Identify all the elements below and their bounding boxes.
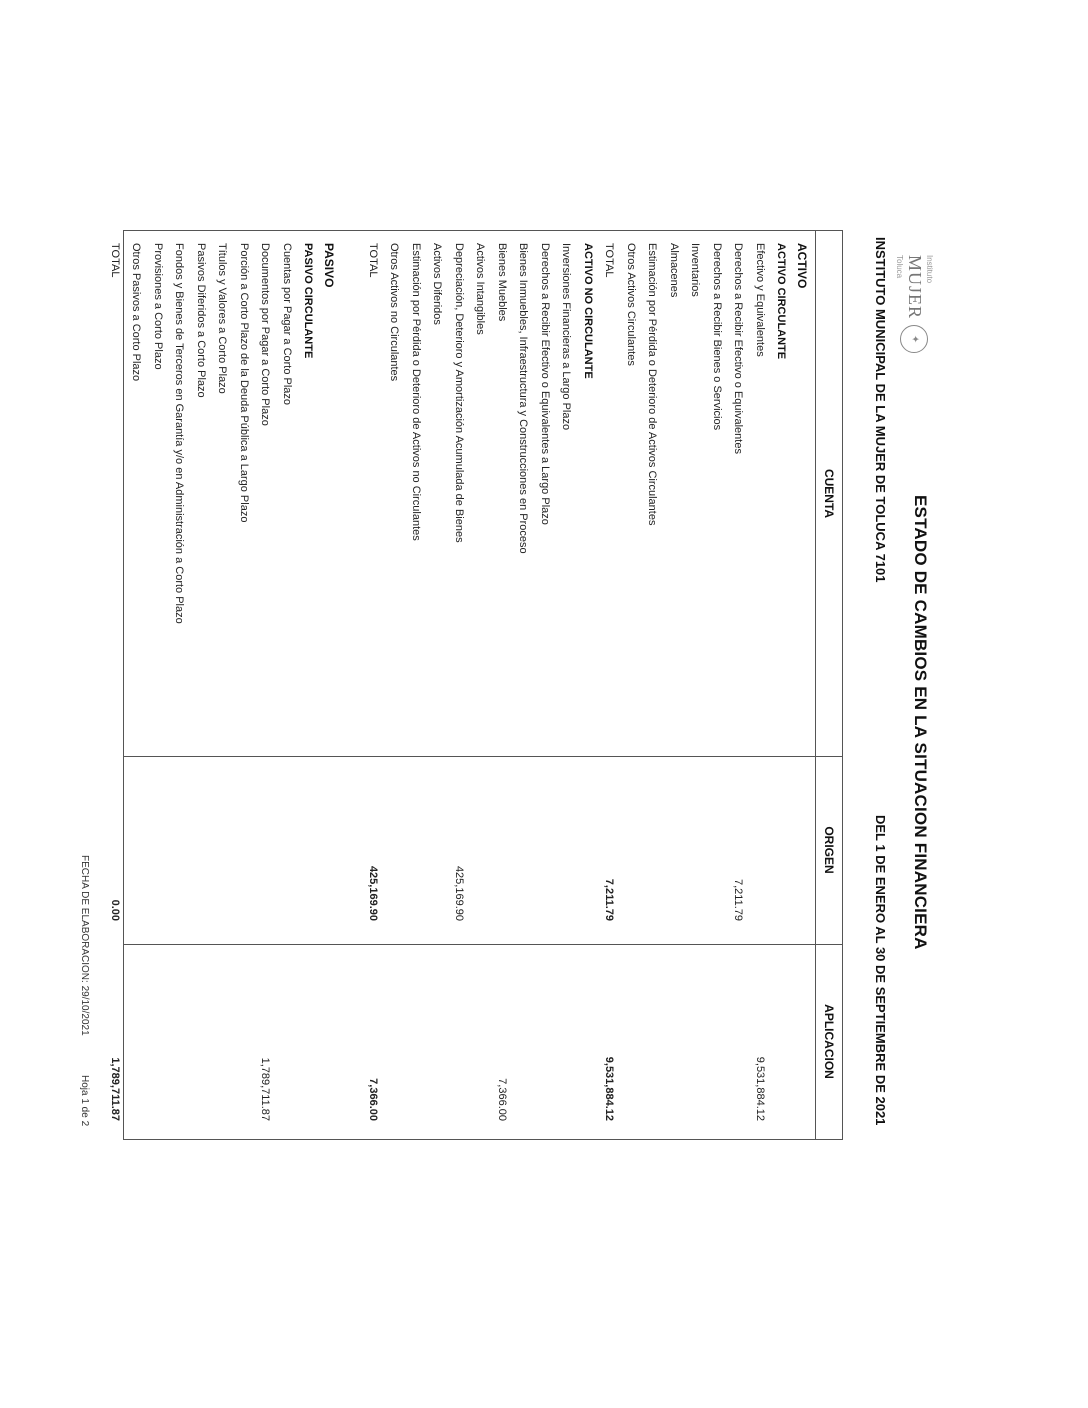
row-label: Inventarios [689, 243, 702, 297]
row-label: Estimación por Pérdida o Deterioro de Activos Circulantes [646, 243, 659, 526]
row-label: Estimación por Pérdida o Deterioro de Activos no Circulantes [410, 243, 422, 541]
logo-word: MUJER [905, 255, 925, 320]
financial-table [109, 230, 843, 1140]
table-row [662, 231, 683, 1139]
table-row [512, 231, 533, 1139]
seal-icon: ✦ [901, 325, 929, 353]
row-label: Inversiones Financieras a Largo Plazo [560, 243, 573, 431]
table-row [275, 231, 296, 1139]
row-label: Bienes Muebles [496, 243, 508, 322]
row-aplicacion-value: 1,789,711.87 [109, 1057, 121, 1121]
table-row [340, 231, 361, 1139]
table-row [404, 231, 425, 1139]
row-origen-value: 425,169.90 [453, 865, 465, 921]
row-aplicacion-value: 7,366.00 [367, 1078, 379, 1121]
row-label: Activos Diferidos [431, 243, 444, 325]
table-row [447, 231, 468, 1139]
table-row [232, 231, 253, 1139]
table-row [426, 231, 447, 1139]
row-aplicacion-value: 9,531,884.12 [754, 1056, 766, 1121]
table-row [705, 231, 726, 1139]
table-row [189, 231, 210, 1139]
row-aplicacion-value: 9,531,884.12 [603, 1056, 616, 1121]
table-row [211, 231, 232, 1139]
row-origen-value: 425,169.90 [367, 865, 379, 921]
table-row [641, 231, 662, 1139]
row-label: TOTAL [367, 243, 379, 278]
table-row [533, 231, 554, 1139]
institution-logo [895, 255, 934, 353]
table-row [254, 231, 275, 1139]
row-label: Porción a Corto Plazo de la Deuda Pública a Largo Plazo [238, 243, 250, 523]
logo-small-top: Instituto [925, 255, 934, 284]
table-row [297, 231, 318, 1139]
table-row [361, 231, 382, 1139]
row-label: Fondos y Bienes de Terceros en Garantía y/o en Administración a Corto Plazo [173, 243, 186, 624]
table-row [576, 231, 597, 1139]
row-label: Derechos a Recibir Bienes o Servicios [711, 243, 723, 431]
row-label: Otros Activos Circulantes [625, 243, 637, 366]
table-row [318, 231, 339, 1139]
row-label: Derechos a Recibir Efectivo o Equivalentes a Largo Plazo [539, 243, 551, 525]
table-row [490, 231, 511, 1139]
table-row [598, 231, 619, 1139]
row-label: PASIVO [322, 243, 336, 288]
row-label: PASIVO CIRCULANTE [302, 243, 315, 359]
report-period: DEL 1 DE ENERO AL 30 DE SEPTIEMBRE DE 2021 [873, 815, 888, 1126]
rotated-document [0, 25, 940, 1210]
row-origen-value: 7,211.79 [603, 878, 616, 921]
row-origen-value: 0.00 [109, 899, 121, 921]
table-row [168, 231, 189, 1139]
row-label: Almacenes [668, 243, 680, 298]
table-row [555, 231, 576, 1139]
footer-date: FECHA DE ELABORACION: 29/10/2021 [79, 855, 90, 1036]
row-label: Títulos y Valores a Corto Plazo [216, 243, 229, 394]
row-label: ACTIVO NO CIRCULANTE [582, 243, 594, 379]
row-aplicacion-value: 7,366.00 [496, 1078, 508, 1121]
table-row [383, 231, 404, 1139]
table-row [748, 231, 769, 1139]
table-row [469, 231, 490, 1139]
table-row [103, 231, 124, 1139]
report-title: ESTADO DE CAMBIOS EN LA SITUACION FINANCIERA [911, 495, 930, 950]
row-label: ACTIVO CIRCULANTE [775, 243, 788, 360]
footer-page: Hoja 1 de 2 [79, 1075, 90, 1127]
row-label: Cuentas por Pagar a Corto Plazo [281, 243, 293, 406]
row-aplicacion-value: 1,789,711.87 [259, 1057, 272, 1121]
row-origen-value: 7,211.79 [732, 878, 745, 921]
header-divider [815, 231, 816, 1139]
row-label: Documentos por Pagar a Corto Plazo [259, 243, 272, 426]
institution-name: INSTITUTO MUNICIPAL DE LA MUJER DE TOLUCA 7101 [873, 237, 888, 583]
row-label: Otros Activos no Circulantes [388, 243, 401, 382]
row-label: TOTAL [603, 243, 616, 278]
column-header-cuenta: CUENTA [822, 468, 836, 519]
row-label: Pasivos Diferidos a Corto Plazo [195, 243, 207, 398]
table-row [684, 231, 705, 1139]
table-row [146, 231, 167, 1139]
logo-small-bottom: Toluca [895, 255, 904, 279]
row-label: TOTAL [109, 243, 121, 278]
row-label: Bienes Inmuebles, Infraestructura y Construcciones en Proceso [517, 243, 530, 554]
table-row [619, 231, 640, 1139]
row-label: Derechos a Recibir Efectivo o Equivalentes [732, 243, 745, 454]
row-label: Provisiones a Corto Plazo [152, 243, 164, 370]
row-label: Activos Intangibles [474, 243, 487, 335]
table-row [770, 231, 791, 1139]
table-row [727, 231, 748, 1139]
row-label: Depreciación, Deterioro y Amortización Acumulada de Bienes [453, 243, 465, 543]
table-row [125, 231, 146, 1139]
table-row [791, 231, 812, 1139]
row-label: Efectivo y Equivalentes [754, 243, 766, 357]
column-header-aplicacion: APLICACION [822, 1004, 836, 1079]
row-label: ACTIVO [795, 243, 809, 289]
row-label: Otros Pasivos a Corto Plazo [130, 243, 143, 382]
column-header-origen: ORIGEN [822, 826, 836, 874]
